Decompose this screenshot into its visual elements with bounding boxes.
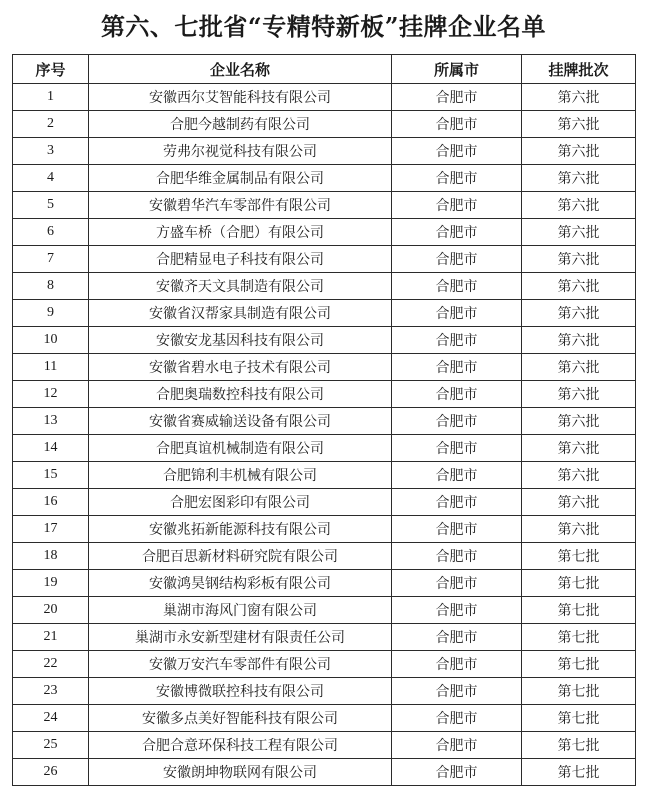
city-cell: 合肥市 — [392, 273, 522, 300]
serial-number-cell: 18 — [13, 543, 89, 570]
listing-batch-cell: 第六批 — [522, 111, 636, 138]
city-cell: 合肥市 — [392, 462, 522, 489]
city-cell: 合肥市 — [392, 408, 522, 435]
table-row — [13, 246, 636, 273]
city-cell: 合肥市 — [392, 597, 522, 624]
company-name-cell: 合肥精显电子科技有限公司 — [89, 246, 392, 273]
serial-number-cell: 22 — [13, 651, 89, 678]
city-cell: 合肥市 — [392, 435, 522, 462]
table-row — [13, 732, 636, 759]
listing-batch-cell: 第七批 — [522, 597, 636, 624]
company-name-cell: 安徽朗坤物联网有限公司 — [89, 759, 392, 786]
city-cell: 合肥市 — [392, 327, 522, 354]
company-name-cell: 合肥宏图彩印有限公司 — [89, 489, 392, 516]
city-cell: 合肥市 — [392, 381, 522, 408]
table-row — [13, 516, 636, 543]
city-cell: 合肥市 — [392, 705, 522, 732]
city-cell: 合肥市 — [392, 111, 522, 138]
serial-number-cell: 23 — [13, 678, 89, 705]
company-name-cell: 劳弗尔视觉科技有限公司 — [89, 138, 392, 165]
listing-batch-cell: 第六批 — [522, 219, 636, 246]
serial-number-cell: 2 — [13, 111, 89, 138]
serial-number-cell: 24 — [13, 705, 89, 732]
listing-batch-cell: 第七批 — [522, 678, 636, 705]
company-name-cell: 合肥华维金属制品有限公司 — [89, 165, 392, 192]
serial-number-cell: 5 — [13, 192, 89, 219]
company-name-cell: 合肥锦利丰机械有限公司 — [89, 462, 392, 489]
company-name-cell: 安徽万安汽车零部件有限公司 — [89, 651, 392, 678]
company-name-cell: 安徽省碧水电子技术有限公司 — [89, 354, 392, 381]
city-cell: 合肥市 — [392, 138, 522, 165]
listing-batch-cell: 第七批 — [522, 759, 636, 786]
company-name-cell: 安徽鸿昊钢结构彩板有限公司 — [89, 570, 392, 597]
serial-number-cell: 19 — [13, 570, 89, 597]
listing-batch-cell: 第六批 — [522, 327, 636, 354]
header-listing-batch: 挂牌批次 — [522, 55, 636, 84]
header-city: 所属市 — [392, 55, 522, 84]
listing-batch-cell: 第六批 — [522, 165, 636, 192]
header-serial-number: 序号 — [13, 55, 89, 84]
serial-number-cell: 14 — [13, 435, 89, 462]
listing-batch-cell: 第六批 — [522, 246, 636, 273]
company-name-cell: 合肥今越制药有限公司 — [89, 111, 392, 138]
company-name-cell: 安徽多点美好智能科技有限公司 — [89, 705, 392, 732]
table-row — [13, 165, 636, 192]
city-cell: 合肥市 — [392, 651, 522, 678]
serial-number-cell: 13 — [13, 408, 89, 435]
listing-batch-cell: 第七批 — [522, 705, 636, 732]
listing-batch-cell: 第六批 — [522, 462, 636, 489]
table-row — [13, 597, 636, 624]
company-name-cell: 巢湖市海风门窗有限公司 — [89, 597, 392, 624]
company-name-cell: 安徽省汉帮家具制造有限公司 — [89, 300, 392, 327]
table-row — [13, 462, 636, 489]
table-row — [13, 192, 636, 219]
table-row — [13, 408, 636, 435]
city-cell: 合肥市 — [392, 678, 522, 705]
table-row — [13, 327, 636, 354]
city-cell: 合肥市 — [392, 354, 522, 381]
table-row — [13, 138, 636, 165]
city-cell: 合肥市 — [392, 759, 522, 786]
table-row — [13, 111, 636, 138]
table-row — [13, 678, 636, 705]
serial-number-cell: 8 — [13, 273, 89, 300]
company-name-cell: 安徽安龙基因科技有限公司 — [89, 327, 392, 354]
listing-batch-cell: 第六批 — [522, 273, 636, 300]
company-name-cell: 安徽博微联控科技有限公司 — [89, 678, 392, 705]
listing-batch-cell: 第七批 — [522, 651, 636, 678]
serial-number-cell: 10 — [13, 327, 89, 354]
table-body — [13, 84, 636, 786]
serial-number-cell: 15 — [13, 462, 89, 489]
serial-number-cell: 3 — [13, 138, 89, 165]
city-cell: 合肥市 — [392, 516, 522, 543]
table-row — [13, 759, 636, 786]
listing-batch-cell: 第七批 — [522, 543, 636, 570]
listing-batch-cell: 第六批 — [522, 516, 636, 543]
page-title: 第六、七批省“专精特新板”挂牌企业名单 — [100, 12, 547, 41]
company-name-cell: 安徽省赛威输送设备有限公司 — [89, 408, 392, 435]
listing-batch-cell: 第六批 — [522, 435, 636, 462]
serial-number-cell: 1 — [13, 84, 89, 111]
city-cell: 合肥市 — [392, 624, 522, 651]
city-cell: 合肥市 — [392, 165, 522, 192]
serial-number-cell: 17 — [13, 516, 89, 543]
table-row — [13, 273, 636, 300]
table-row — [13, 489, 636, 516]
serial-number-cell: 26 — [13, 759, 89, 786]
company-name-cell: 合肥真谊机械制造有限公司 — [89, 435, 392, 462]
serial-number-cell: 7 — [13, 246, 89, 273]
city-cell: 合肥市 — [392, 300, 522, 327]
city-cell: 合肥市 — [392, 219, 522, 246]
serial-number-cell: 16 — [13, 489, 89, 516]
table-row — [13, 300, 636, 327]
listing-batch-cell: 第六批 — [522, 381, 636, 408]
company-name-cell: 安徽碧华汽车零部件有限公司 — [89, 192, 392, 219]
listing-batch-cell: 第六批 — [522, 408, 636, 435]
table-row — [13, 381, 636, 408]
listing-batch-cell: 第七批 — [522, 570, 636, 597]
table-row — [13, 84, 636, 111]
table-row — [13, 570, 636, 597]
listing-batch-cell: 第六批 — [522, 489, 636, 516]
header-company-name: 企业名称 — [89, 55, 392, 84]
table-row — [13, 435, 636, 462]
serial-number-cell: 4 — [13, 165, 89, 192]
table-row — [13, 543, 636, 570]
listing-batch-cell: 第六批 — [522, 138, 636, 165]
city-cell: 合肥市 — [392, 84, 522, 111]
serial-number-cell: 20 — [13, 597, 89, 624]
listing-batch-cell: 第六批 — [522, 354, 636, 381]
company-name-cell: 合肥奥瑞数控科技有限公司 — [89, 381, 392, 408]
city-cell: 合肥市 — [392, 192, 522, 219]
table-row — [13, 219, 636, 246]
table-header-row — [13, 55, 636, 84]
serial-number-cell: 21 — [13, 624, 89, 651]
serial-number-cell: 25 — [13, 732, 89, 759]
listing-batch-cell: 第六批 — [522, 192, 636, 219]
company-name-cell: 合肥百思新材料研究院有限公司 — [89, 543, 392, 570]
city-cell: 合肥市 — [392, 543, 522, 570]
enterprise-table — [12, 54, 636, 786]
city-cell: 合肥市 — [392, 732, 522, 759]
serial-number-cell: 12 — [13, 381, 89, 408]
listing-batch-cell: 第七批 — [522, 732, 636, 759]
listing-batch-cell: 第六批 — [522, 84, 636, 111]
city-cell: 合肥市 — [392, 489, 522, 516]
table-row — [13, 705, 636, 732]
table-row — [13, 354, 636, 381]
company-name-cell: 安徽齐天文具制造有限公司 — [89, 273, 392, 300]
serial-number-cell: 11 — [13, 354, 89, 381]
city-cell: 合肥市 — [392, 246, 522, 273]
listing-batch-cell: 第六批 — [522, 300, 636, 327]
company-name-cell: 巢湖市永安新型建材有限责任公司 — [89, 624, 392, 651]
company-name-cell: 合肥合意环保科技工程有限公司 — [89, 732, 392, 759]
listing-batch-cell: 第七批 — [522, 624, 636, 651]
city-cell: 合肥市 — [392, 570, 522, 597]
table-row — [13, 624, 636, 651]
company-name-cell: 安徽西尔艾智能科技有限公司 — [89, 84, 392, 111]
table-row — [13, 651, 636, 678]
serial-number-cell: 6 — [13, 219, 89, 246]
serial-number-cell: 9 — [13, 300, 89, 327]
company-name-cell: 安徽兆拓新能源科技有限公司 — [89, 516, 392, 543]
company-name-cell: 方盛车桥（合肥）有限公司 — [89, 219, 392, 246]
